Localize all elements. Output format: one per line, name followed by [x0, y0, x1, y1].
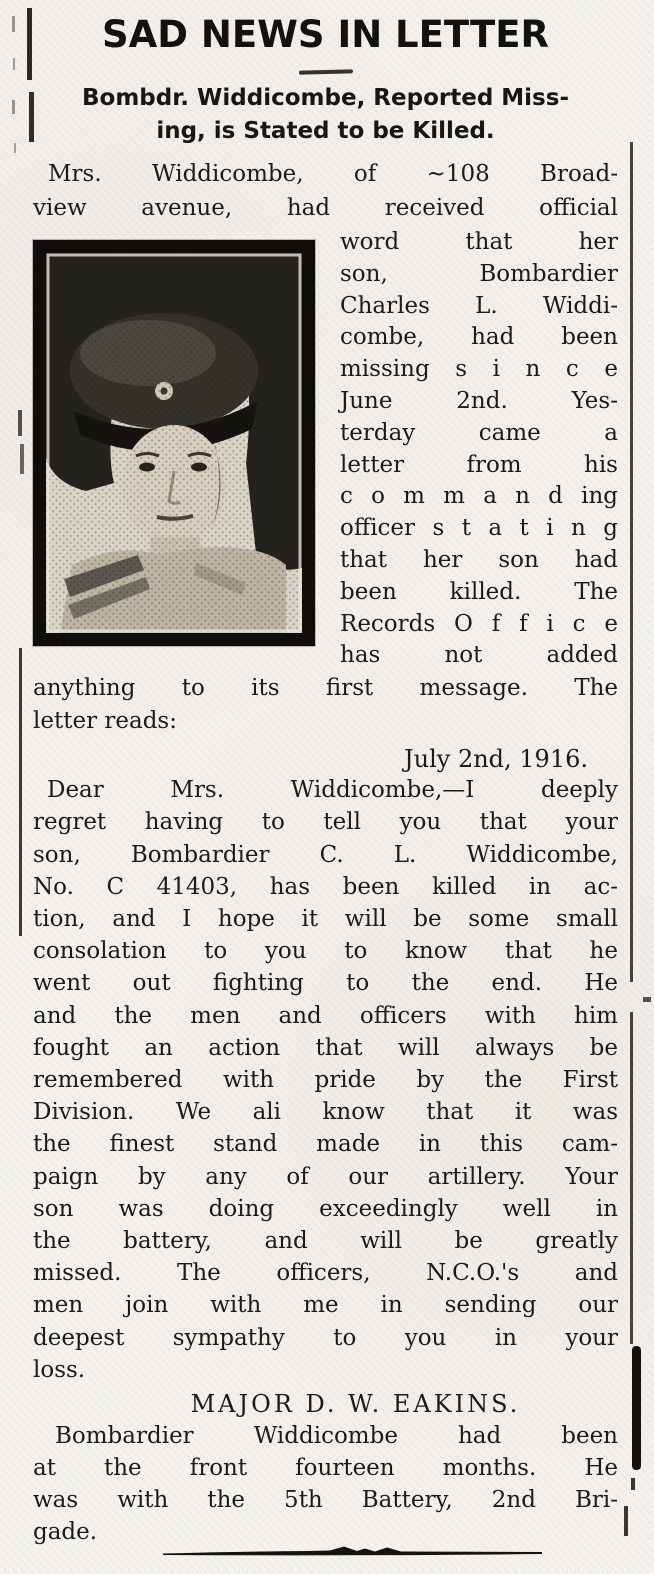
text-line: paign by any of our artillery. Your — [33, 1163, 618, 1190]
column-rule-segment — [12, 16, 15, 32]
column-rule-segment — [14, 143, 16, 153]
column-rule-segment — [19, 648, 22, 936]
text-line: Mrs. Widdicombe, of ~108 Broad- — [48, 161, 618, 187]
text-line: men join with me in sending our — [33, 1292, 618, 1319]
text-line: deepest sympathy to you in your — [33, 1324, 618, 1351]
text-line: view avenue, had received official — [33, 195, 618, 221]
text-line: No. C 41403, has been killed in ac- — [33, 873, 618, 900]
column-rule-segment — [631, 1478, 635, 1490]
text-line: June 2nd. Yes- — [340, 387, 618, 414]
text-line: at the front fourteen months. He — [33, 1455, 618, 1482]
text-line: consolation to you to know that he — [33, 938, 618, 965]
column-rule-segment — [20, 444, 24, 474]
subhead — [33, 82, 618, 148]
text-line: and the men and officers with him — [33, 1002, 618, 1029]
text-line: terday came a — [340, 419, 618, 446]
text-line: tion, and I hope it will be some small — [33, 905, 618, 932]
text-line: Charles L. Widdi- — [340, 292, 618, 319]
column-rule-segment — [624, 1506, 628, 1536]
text-line: letter reads: — [33, 708, 177, 735]
intro-paragraph — [33, 157, 618, 225]
wrapped-text-column — [340, 227, 618, 672]
soldier-portrait-art — [46, 253, 302, 633]
column-rule-segment — [632, 1346, 641, 1470]
scan-speck — [643, 997, 651, 1002]
text-line: anything to its first message. The — [33, 675, 618, 702]
text-line: gade. — [33, 1519, 98, 1546]
text-line: son, Bombardier C. L. Widdicombe, — [33, 841, 618, 868]
text-line: remembered with pride by the First — [33, 1066, 618, 1093]
text-line: been killed. The — [340, 578, 618, 605]
headline: SAD NEWS IN LETTER — [101, 13, 550, 56]
text-line: that her son had — [340, 546, 618, 573]
bottom-rule-ornament — [160, 1544, 545, 1558]
text-line: c o m m a n d ing — [340, 483, 618, 510]
text-line: Dear Mrs. Widdicombe,—I deeply — [47, 777, 618, 804]
column-rule-segment — [630, 142, 633, 982]
text-line: the battery, and will be greatly — [33, 1228, 618, 1254]
text-line: son was doing exceedingly well in — [33, 1195, 618, 1222]
text-line: missing s i n c e — [340, 356, 618, 383]
letter-body — [33, 774, 618, 1386]
text-line: son, Bombardier — [340, 260, 618, 287]
column-rule-segment — [12, 100, 15, 114]
column-rule-segment — [630, 1012, 633, 1344]
text-line: fought an action that will always be — [33, 1034, 618, 1061]
column-rule-segment — [27, 8, 32, 80]
text-line: went out fighting to the end. He — [33, 970, 618, 997]
text-line: letter from his — [340, 451, 618, 478]
letter-dateline: July 2nd, 1916. — [404, 745, 588, 774]
text-line: was with the 5th Battery, 2nd Bri- — [33, 1487, 618, 1514]
text-line: regret having to tell you that your — [33, 809, 618, 836]
text-line: Records O f f i c e — [340, 610, 618, 637]
photo-and-wrap-text — [33, 227, 618, 672]
text-line: word that her — [340, 229, 618, 255]
headline-divider — [298, 69, 352, 74]
text-line: loss. — [33, 1356, 86, 1383]
column-rule-segment — [18, 410, 22, 436]
text-line: combe, had been — [340, 324, 618, 351]
text-line: Bombardier Widdicombe had been — [55, 1423, 618, 1450]
column-rule-segment — [13, 58, 15, 70]
closing-paragraph — [33, 1420, 618, 1548]
text-line: ing, is Stated to be Killed. — [156, 118, 495, 144]
text-line: Division. We ali know that it was — [33, 1099, 618, 1126]
soldier-portrait-photo — [33, 240, 315, 646]
text-line: the finest stand made in this cam- — [33, 1131, 618, 1158]
text-line: has not added — [340, 642, 618, 669]
after-photo-paragraph — [33, 672, 618, 738]
letter-signature: MAJOR D. W. EAKINS. — [190, 1390, 521, 1419]
text-line: missed. The officers, N.C.O.'s and — [33, 1260, 618, 1287]
text-line: Bombdr. Widdicombe, Reported Miss- — [82, 85, 569, 111]
text-line: officer s t a t i n g — [340, 515, 618, 542]
article-column — [33, 0, 618, 1548]
